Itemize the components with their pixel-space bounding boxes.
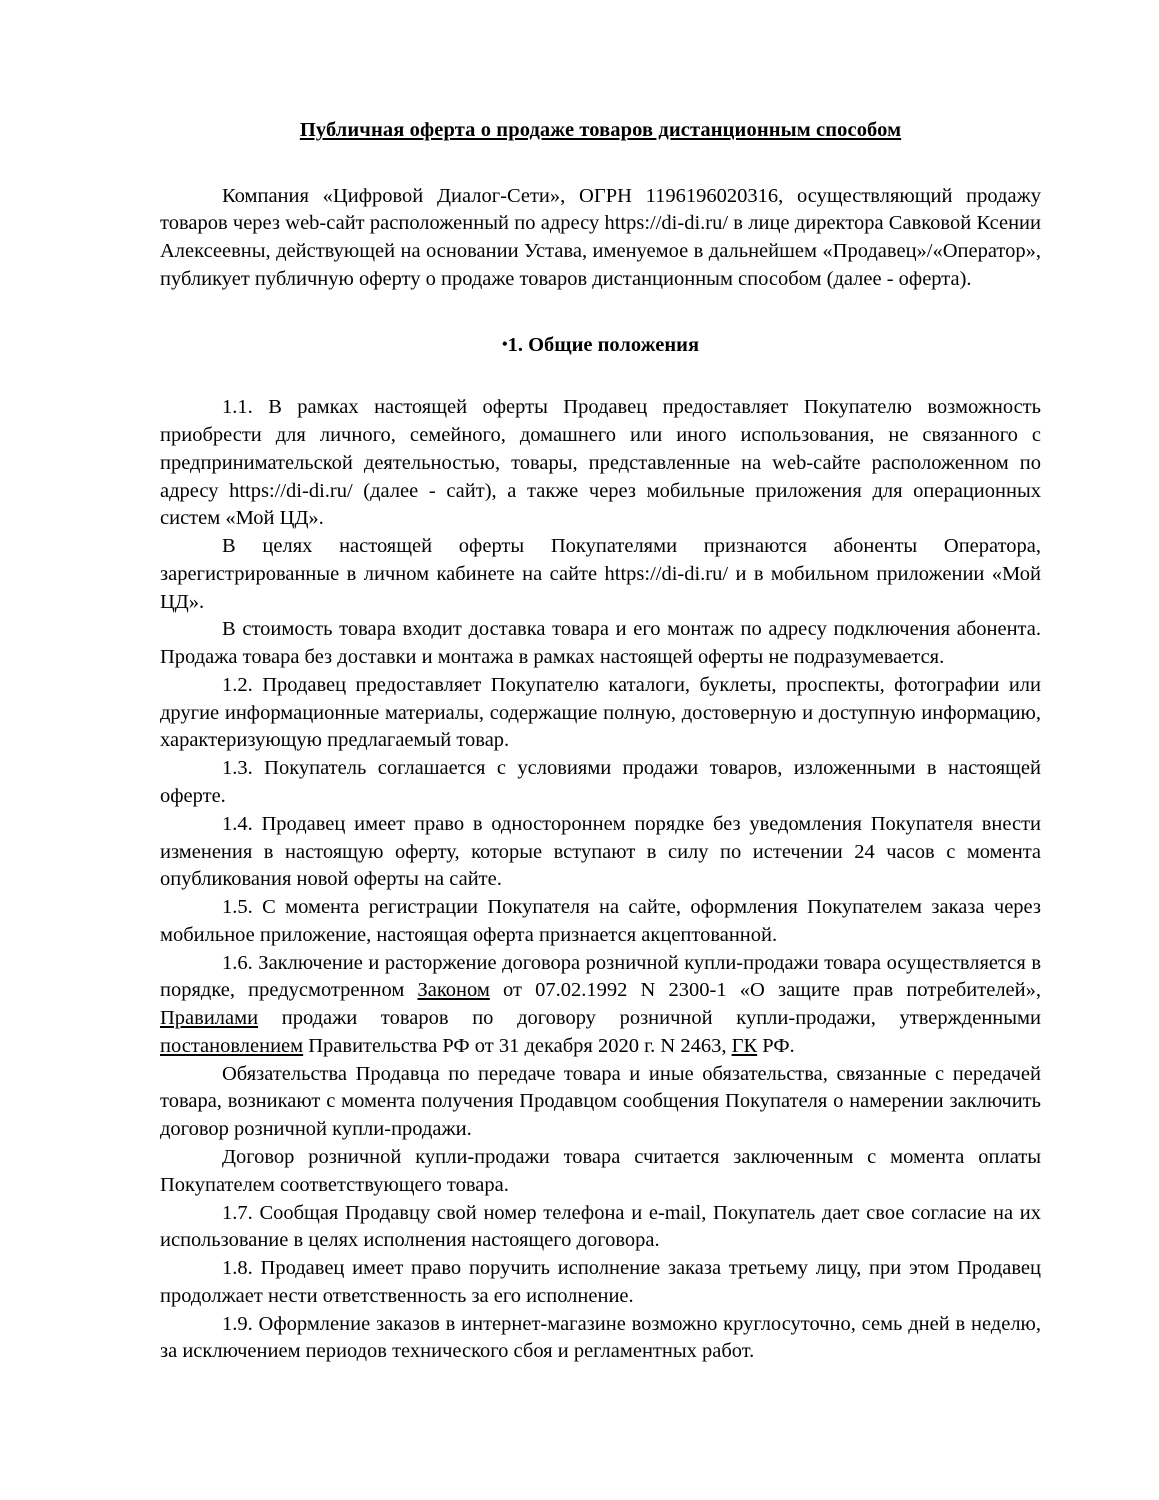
clause-1-4: 1.4. Продавец имеет право в одностороннем порядке без уведомления Покупателя внести изменения в настоящую оферту, которые вступают в силу по истечении 24 часов с момента опубликования новой оферты на сайте. xyxy=(160,812,1041,891)
link-postanovlenie[interactable]: постановлением xyxy=(160,1034,304,1057)
clause-1-9: 1.9. Оформление заказов в интернет-магазине возможно круглосуточно, семь дней в неделю, за исключением периодов технического сбоя и регламентных работ. xyxy=(160,1312,1041,1363)
intro-paragraph: Компания «Цифровой Диалог-Сети», ОГРН 1196196020316, осуществляющий продажу товаров через web-сайт расположенный по адресу https://di-di.ru/ в лице директора Савковой Ксении Алексеевны, действующей на основании Устава, именуемое в дальнейшем «Продавец»/«Оператор», публикует публичную оферту о продаже товаров дистанционным способом (далее - оферта). xyxy=(160,184,1041,290)
clause-1-6-text-2: от 07.02.1992 N 2300-1 «О защите прав потребителей», xyxy=(489,979,1041,1002)
clause-1-7: 1.7. Сообщая Продавцу свой номер телефона и e-mail, Покупатель дает свое согласие на их использование в целях исполнения настоящего договора. xyxy=(160,1201,1041,1252)
clause-1-6-note-2: Договор розничной купли-продажи товара считается заключенным с момента оплаты Покупателем соответствующего товара. xyxy=(160,1145,1041,1196)
link-gk[interactable]: ГК xyxy=(731,1034,758,1057)
section-heading-label: 1. Общие положения xyxy=(507,333,700,356)
clause-1-8: 1.8. Продавец имеет право поручить исполнение заказа третьему лицу, при этом Продавец продолжает нести ответственность за его исполнение. xyxy=(160,1257,1041,1307)
title-spacer xyxy=(160,143,1041,183)
clause-1-1: 1.1. В рамках настоящей оферты Продавец предоставляет Покупателю возможность приобрести для личного, семейного, домашнего или иного использования, не связанного с предпринимательской деятельностью, товары, представленные на web-сайте расположенном по адресу https://di-di.ru/ (далее - сайт), а также через мобильные приложения для операционных систем «Мой ЦД». xyxy=(160,396,1041,530)
link-zakon[interactable]: Законом xyxy=(417,979,490,1002)
section-heading-1 xyxy=(160,332,1041,359)
bullet-icon: • xyxy=(501,335,508,353)
intro-gap xyxy=(160,294,1041,332)
clause-1-6-text-4: Правительства РФ от 31 декабря 2020 г. N 2463, xyxy=(303,1034,732,1057)
clause-1-6-text-5: РФ. xyxy=(757,1034,795,1057)
clause-1-6-note-1: Обязательства Продавца по передаче товара и иные обязательства, связанные с передачей товара, возникают с момента получения Продавцом сообщения Покупателя о намерении заключить договор розничной купли-продажи. xyxy=(160,1062,1041,1141)
clause-1-6-text-3: продажи товаров по договору розничной купли-продажи, утвержденными xyxy=(258,1007,1041,1030)
page-title: Публичная оферта о продаже товаров дистанционным способом xyxy=(299,119,902,141)
clause-1-3: 1.3. Покупатель соглашается с условиями продажи товаров, изложенными в настоящей оферте. xyxy=(160,757,1041,808)
clause-1-2: 1.2. Продавец предоставляет Покупателю каталоги, буклеты, проспекты, фотографии или другие информационные материалы, содержащие полную, достоверную и доступную информацию, характеризующую предлагаемый товар. xyxy=(160,673,1041,752)
clause-1-6 xyxy=(160,950,1041,1061)
clause-1-1-note-1: В целях настоящей оферты Покупателями признаются абоненты Оператора, зарегистрированные в личном кабинете на сайте https://di-di.ru/ и в мобильном приложении «Мой ЦД». xyxy=(160,535,1041,613)
clause-1-6-text-1: 1.6. Заключение и расторжение договора розничной купли-продажи товара осуществляется в порядке, предусмотренном xyxy=(160,951,1041,1002)
link-pravila[interactable]: Правилами xyxy=(160,1007,259,1030)
section-gap xyxy=(160,358,1041,394)
clause-1-1-note-2: В стоимость товара входит доставка товара и его монтаж по адресу подключения абонента. Продажа товара без доставки и монтажа в рамках настоящей оферты не подразумевается. xyxy=(160,618,1041,669)
clauses-block xyxy=(160,394,1041,1366)
clause-1-5: 1.5. С момента регистрации Покупателя на сайте, оформления Покупателем заказа через мобильное приложение, настоящая оферта признается акцептованной. xyxy=(160,896,1041,946)
